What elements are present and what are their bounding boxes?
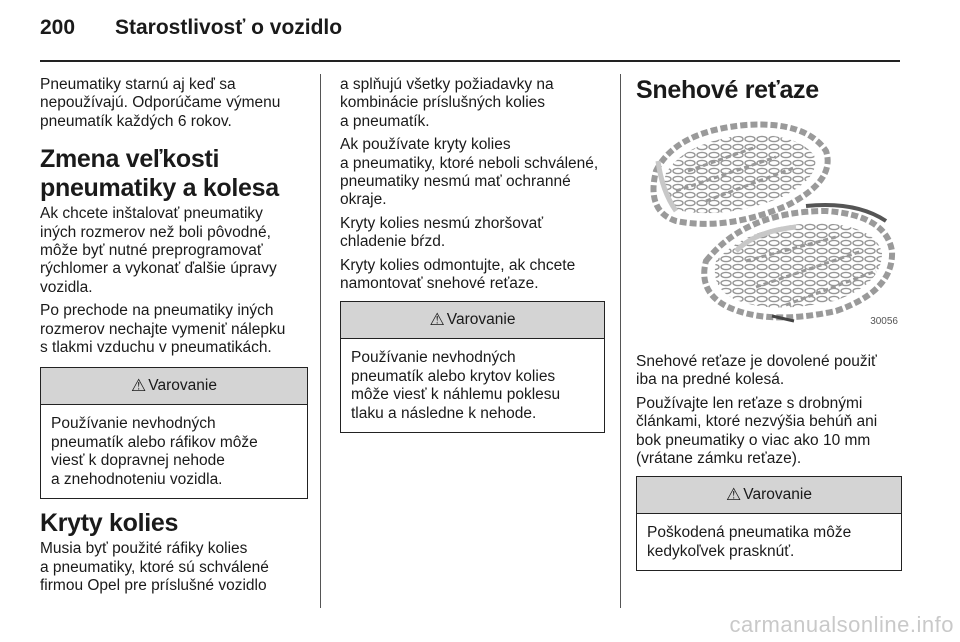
figure-code: 30056: [870, 315, 898, 327]
warning-box: [340, 301, 605, 433]
column-1: [40, 76, 308, 600]
warning-title: Varovanie: [743, 486, 812, 504]
warning-box: [636, 476, 902, 571]
paragraph-requirements: a splňujú všetky požiadavky na kombinácie príslušných kolies a pneumatík.: [340, 76, 554, 130]
paragraph-pressure-label: Po prechode na pneumatiky iných rozmerov nechajte vymeniť nálepku s tlakmi vzduchu v pneumatikách.: [40, 302, 286, 357]
warning-title: Varovanie: [446, 311, 516, 329]
warning-header: [637, 477, 901, 514]
column-divider-1: [320, 74, 321, 608]
upper-chain-loop: [654, 125, 828, 224]
warning-header: [341, 302, 604, 339]
page-header: [0, 0, 960, 62]
warning-body: Poškodená pneumatika môže kedykoľvek prasknúť.: [647, 524, 852, 560]
snow-chains-illustration: [636, 111, 902, 331]
intro-paragraph: Pneumatiky starnú aj keď sa nepoužívajú. Odporúčame výmenu pneumatík každých 6 rokov.: [40, 76, 281, 130]
paragraph-speedometer: Ak chcete inštalovať pneumatiky iných rozmerov než boli pôvodné, môže byť nutné preprogramovať rýchlomer a vykonať ďalšie úpravy vozidla.: [40, 205, 277, 296]
paragraph-unapproved-covers: Ak používate kryty kolies a pneumatiky, ktoré neboli schválené, pneumatiky nesmú mať ochranné okraje.: [340, 136, 599, 209]
warning-box: [40, 367, 308, 499]
warning-header: [41, 368, 307, 405]
snow-chains-drawing: [636, 111, 902, 331]
paragraph-wheel-covers: Musia byť použité ráfiky kolies a pneumatiky, ktoré sú schválené firmou Opel pre príslušné vozidlo: [40, 540, 269, 594]
paragraph-brake-cooling: Kryty kolies nesmú zhoršovať chladenie bŕzd.: [340, 214, 544, 251]
column-divider-2: [620, 74, 621, 608]
column-3: [636, 76, 902, 571]
paragraph-remove-covers: Kryty kolies odmontujte, ak chcete namontovať snehové reťaze.: [340, 256, 576, 293]
warning-triangle-icon: ⚠: [131, 376, 147, 396]
header-rule: [40, 60, 900, 62]
heading-wheel-covers: Kryty kolies: [40, 509, 179, 538]
paragraph-front-wheels: Snehové reťaze je dovolené použiť iba na predné kolesá.: [636, 353, 877, 389]
warning-body: Používanie nevhodných pneumatík alebo krytov kolies môže viesť k náhlemu poklesu tlaku a následne k nehode.: [351, 349, 561, 422]
heading-tyre-size-change: Zmena veľkosti pneumatiky a kolesa: [40, 145, 279, 203]
warning-triangle-icon: ⚠: [726, 485, 742, 505]
warning-body: Používanie nevhodných pneumatík alebo ráfikov môže viesť k dopravnej nehode a znehodnoteniu vozidla.: [51, 415, 258, 488]
column-2: [340, 76, 605, 433]
paragraph-fine-links: Používajte len reťaze s drobnými článkami, ktoré nezvýšia behúň ani bok pneumatiky o viac ako 10 mm (vrátane zámku reťaze).: [636, 394, 878, 468]
warning-title: Varovanie: [148, 377, 217, 395]
page-number: 200: [40, 16, 76, 39]
watermark: carmanualsonline.info: [729, 612, 954, 637]
warning-triangle-icon: ⚠: [429, 310, 445, 330]
running-title: Starostlivosť o vozidlo: [115, 16, 343, 39]
heading-snow-chains: Snehové reťaze: [636, 76, 819, 104]
